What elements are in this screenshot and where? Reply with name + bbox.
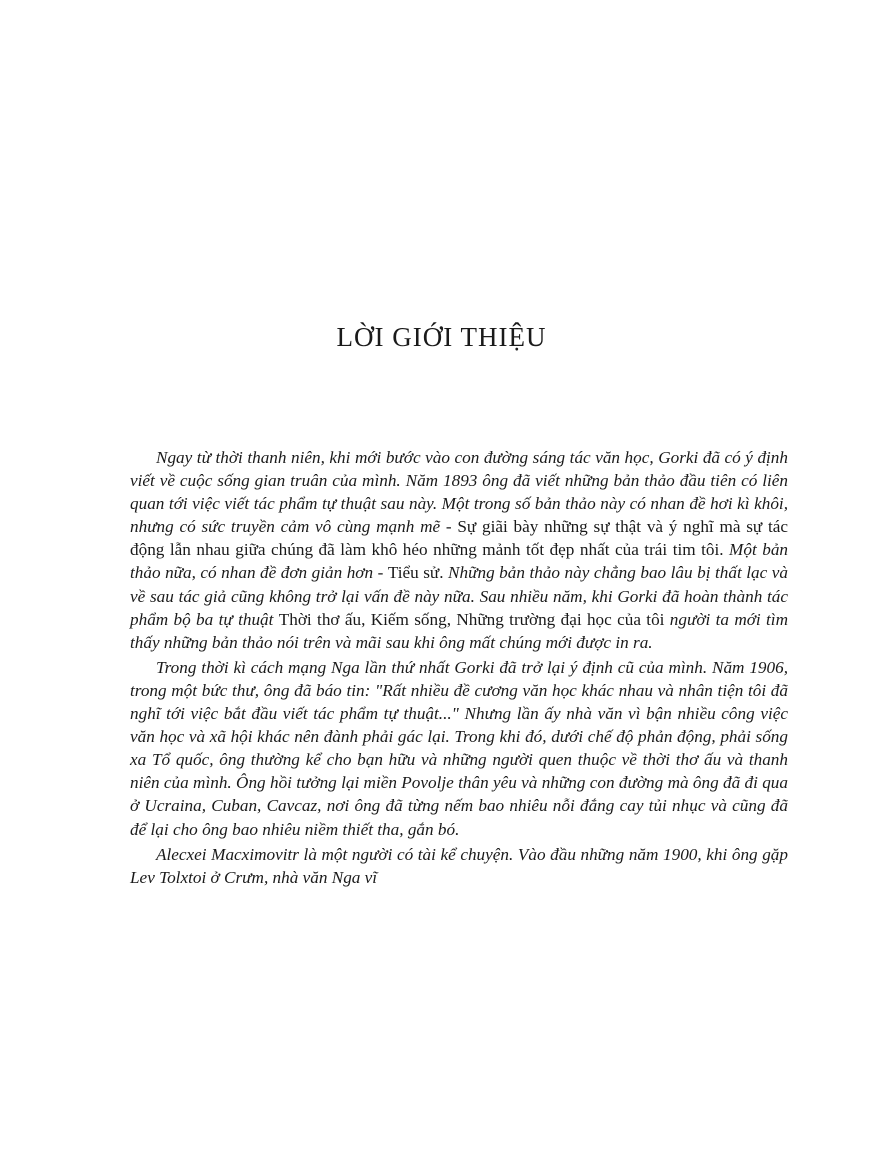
text-run: Một bản thảo nữa, có nhan đề đơn giản hơn - [130,540,789,583]
text-run: Ngay từ thời thanh niên, khi mới bước vào con đường sáng tác văn học, Gorki đã có ý định viết về cuộc sống gian truân của mình. Năm 1893 ông đã viết những bản thảo đầu tiên có liên quan tới việc viết tác phẩm tự thuật sau này. Một trong số bản thảo này có nhan đề hơi kì khôi, nhưng có sức truyền cảm vô cùng mạnh mẽ - [130,448,788,537]
body-text [130,446,788,889]
text-run: Sự giãi bày những sự thật và ý nghĩ mà sự tác động lẫn nhau giữa chúng đã làm khô héo những mảnh tốt đẹp nhất của trái tim tôi. [130,517,789,560]
text-run: Tiểu sử. [387,563,444,583]
text-run: Trong thời kì cách mạng Nga lần thứ nhất Gorki đã trở lại ý định cũ của mình. Năm 1906, trong một bức thư, ông đã báo tin: "Rất nhiều đề cương văn học khác nhau và nhân tiện tôi đã nghĩ tới việc bắt đầu viết tác phẩm tự thuật..." Nhưng lần ấy nhà văn vì bận nhiều công việc văn học và xã hội khác nên đành phải gác lại. Trong khi đó, dưới chế độ phản động, phải sống xa Tổ quốc, ông thường kể cho bạn hữu và những người quen thuộc về thời thơ ấu và thanh niên của mình. Ông hồi tưởng lại miền Povolje thân yêu và những con đường mà ông đã đi qua ở Ucraina, Cuban, Cavcaz, nơi ông đã từng nếm bao nhiêu nỗi đắng cay tủi nhục và cũng đã để lại cho ông bao nhiêu niềm thiết tha, gắn bó. [130,657,788,839]
text-run: Những bản thảo này chẳng bao lâu bị thất lạc và về sau tác giả cũng không trở lại vấn đề này nữa. Sau nhiều năm, khi Gorki đã hoàn thành tác phẩm bộ ba tự thuật [130,563,788,629]
text-run: Thời thơ ấu, Kiếm sống, Những trường đại học của tôi [278,609,665,629]
paragraph-3 [130,843,788,889]
text-run: người ta mới tìm thấy những bản thảo nói trên và mãi sau khi ông mất chúng mới được in ra. [130,609,788,652]
paragraph-1 [130,446,788,654]
page-title: LỜI GIỚI THIỆU [336,322,547,352]
text-run: Alecxei Macximovitr là một người có tài kể chuyện. Vào đầu những năm 1900, khi ông gặp Lev Tolxtoi ở Crưm, nhà văn Nga vĩ [130,844,788,887]
paragraph-2 [130,656,788,841]
